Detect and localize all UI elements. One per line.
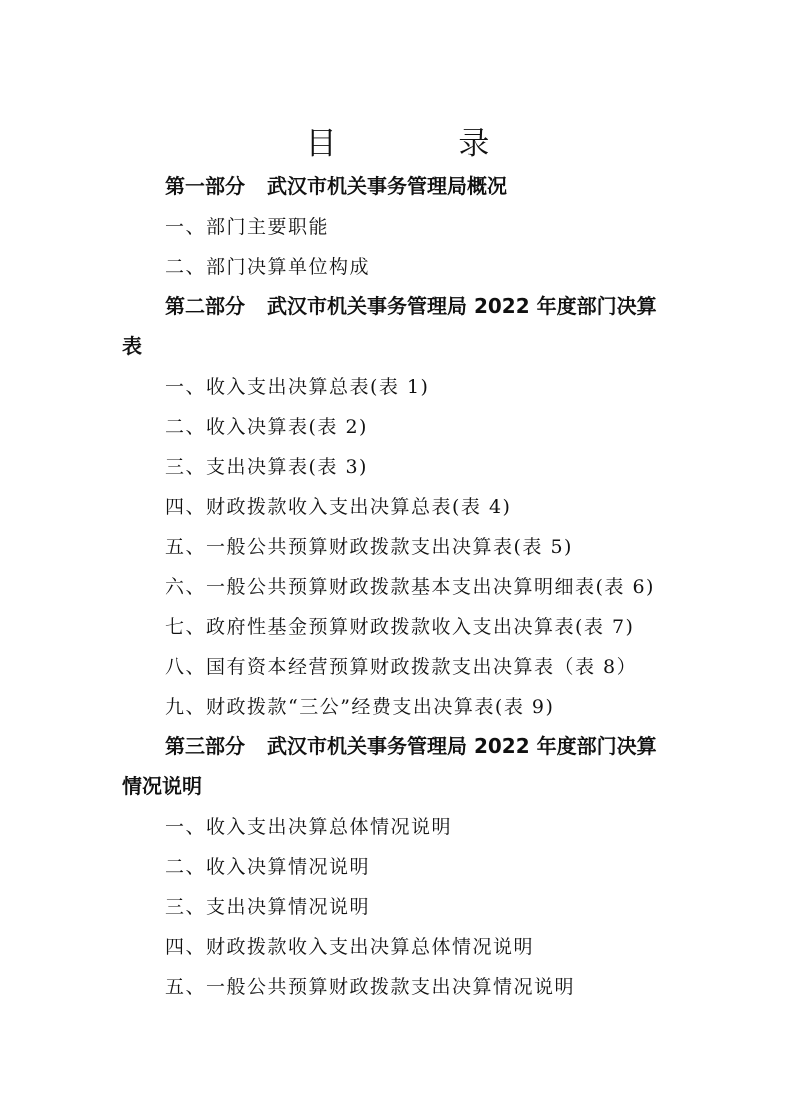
toc-part2-heading[interactable] bbox=[165, 293, 657, 319]
toc-item[interactable]: 三、支出决算情况说明 bbox=[165, 896, 371, 918]
toc-item[interactable]: 七、政府性基金预算财政拨款收入支出决算表(表 7) bbox=[165, 616, 635, 638]
toc-item[interactable]: 八、国有资本经营预算财政拨款支出决算表（表 8） bbox=[165, 656, 638, 678]
toc-item[interactable]: 四、财政拨款收入支出决算总表(表 4) bbox=[165, 496, 512, 518]
toc-part1-label: 第一部分 bbox=[165, 174, 245, 198]
toc-part2-continuation[interactable]: 表 bbox=[122, 334, 142, 358]
toc-item[interactable]: 二、部门决算单位构成 bbox=[165, 256, 371, 278]
toc-item[interactable]: 六、一般公共预算财政拨款基本支出决算明细表(表 6) bbox=[165, 576, 655, 598]
toc-item[interactable]: 一、收入支出决算总体情况说明 bbox=[165, 816, 453, 838]
toc-part3-text: 武汉市机关事务管理局 2022 年度部门决算 bbox=[267, 734, 657, 758]
toc-item[interactable]: 二、收入决算情况说明 bbox=[165, 856, 371, 878]
toc-item[interactable]: 二、收入决算表(表 2) bbox=[165, 416, 368, 438]
toc-part3-heading[interactable] bbox=[165, 733, 657, 759]
page-title: 目 录 bbox=[305, 126, 546, 162]
toc-part3-label: 第三部分 bbox=[165, 734, 245, 758]
toc-item[interactable]: 九、财政拨款“三公”经费支出决算表(表 9) bbox=[165, 696, 555, 718]
toc-item[interactable]: 一、部门主要职能 bbox=[165, 216, 330, 238]
toc-part2-label: 第二部分 bbox=[165, 294, 245, 318]
toc-part1-heading[interactable] bbox=[165, 173, 507, 199]
toc-item[interactable]: 四、财政拨款收入支出决算总体情况说明 bbox=[165, 936, 535, 958]
toc-item[interactable]: 一、收入支出决算总表(表 1) bbox=[165, 376, 430, 398]
toc-part2-text: 武汉市机关事务管理局 2022 年度部门决算 bbox=[267, 294, 657, 318]
toc-part1-text: 武汉市机关事务管理局概况 bbox=[267, 174, 507, 198]
toc-part3-continuation[interactable]: 情况说明 bbox=[122, 774, 202, 798]
toc-item[interactable]: 五、一般公共预算财政拨款支出决算表(表 5) bbox=[165, 536, 573, 558]
toc-item[interactable]: 五、一般公共预算财政拨款支出决算情况说明 bbox=[165, 976, 576, 998]
toc-item[interactable]: 三、支出决算表(表 3) bbox=[165, 456, 368, 478]
